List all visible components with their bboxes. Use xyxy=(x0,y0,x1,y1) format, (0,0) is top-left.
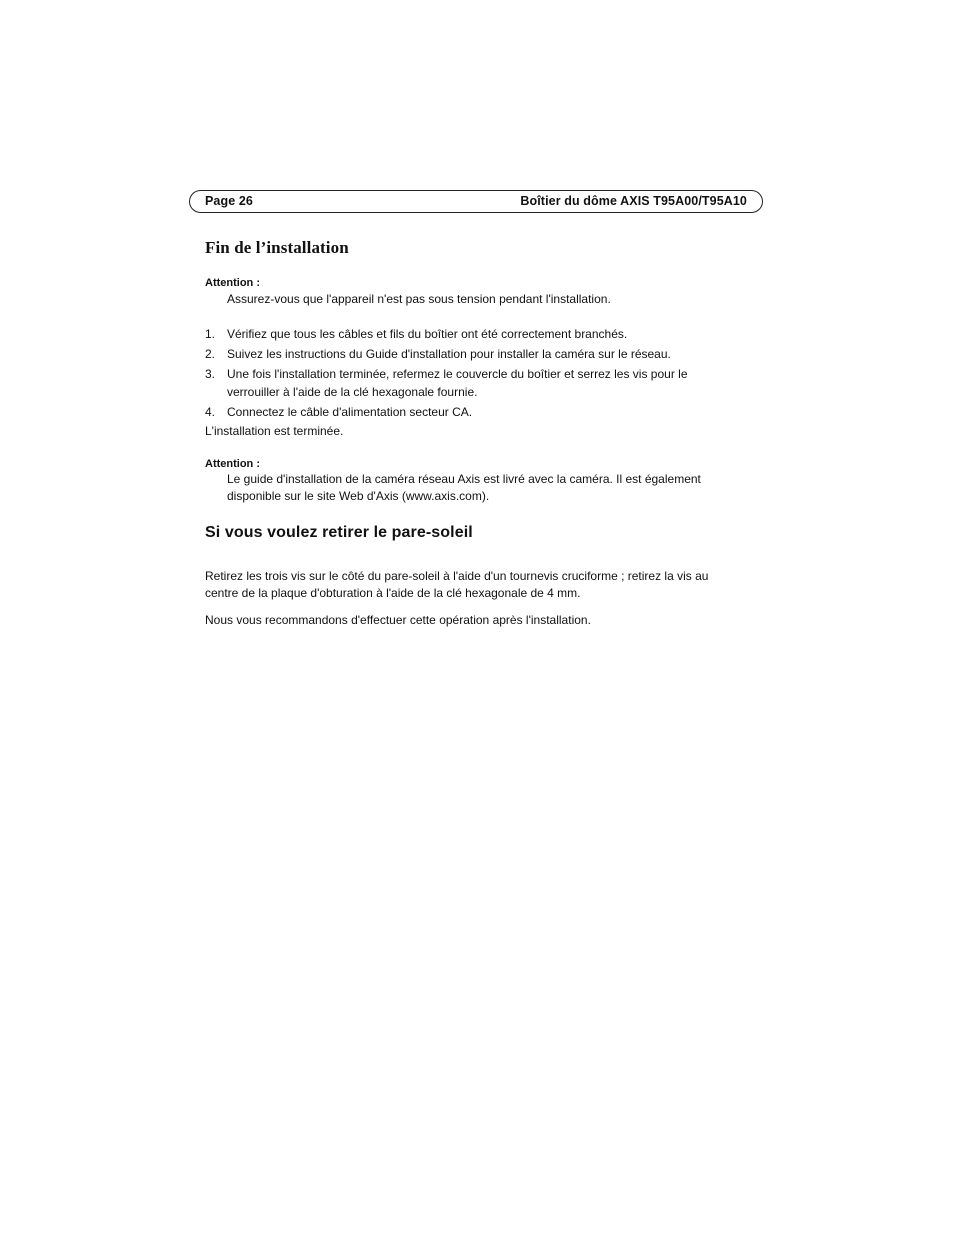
attention-label: Attention : xyxy=(205,277,260,289)
step-number: 2. xyxy=(205,347,216,361)
body-paragraph: Nous vous recommandons d'effectuer cette opération après l'installation. xyxy=(205,613,591,627)
section-heading-installation: Fin de l’installation xyxy=(205,238,349,257)
step-number: 4. xyxy=(205,405,216,419)
attention-text: Le guide d'installation de la caméra réseau Axis est livré avec la caméra. Il est également disponible sur le site Web d'Axis (www.axis.com). xyxy=(227,472,701,503)
step-number: 3. xyxy=(205,367,216,381)
attention-text: Assurez-vous que l'appareil n'est pas sous tension pendant l'installation. xyxy=(227,292,611,306)
document-title: Boîtier du dôme AXIS T95A00/T95A10 xyxy=(520,194,747,208)
section-heading-sunshield: Si vous voulez retirer le pare-soleil xyxy=(205,524,473,541)
page-header xyxy=(189,190,763,213)
attention-label: Attention : xyxy=(205,458,260,470)
body-paragraph: Retirez les trois vis sur le côté du pare-soleil à l'aide d'un tournevis cruciforme ; retirez la vis au centre de la plaque d'obturation à l'aide de la clé hexagonale de 4 mm. xyxy=(205,569,709,600)
step-number: 1. xyxy=(205,327,216,341)
step-text: Vérifiez que tous les câbles et fils du boîtier ont été correctement branchés. xyxy=(227,327,628,341)
page-number: Page 26 xyxy=(205,194,253,208)
step-text: Connectez le câble d'alimentation secteur CA. xyxy=(227,405,473,419)
step-text: Une fois l'installation terminée, refermez le couvercle du boîtier et serrez les vis pour le verrouiller à l'aide de la clé hexagonale fournie. xyxy=(227,367,688,399)
step-text: Suivez les instructions du Guide d'installation pour installer la caméra sur le réseau. xyxy=(227,347,671,361)
installation-complete-text: L'installation est terminée. xyxy=(205,424,344,438)
